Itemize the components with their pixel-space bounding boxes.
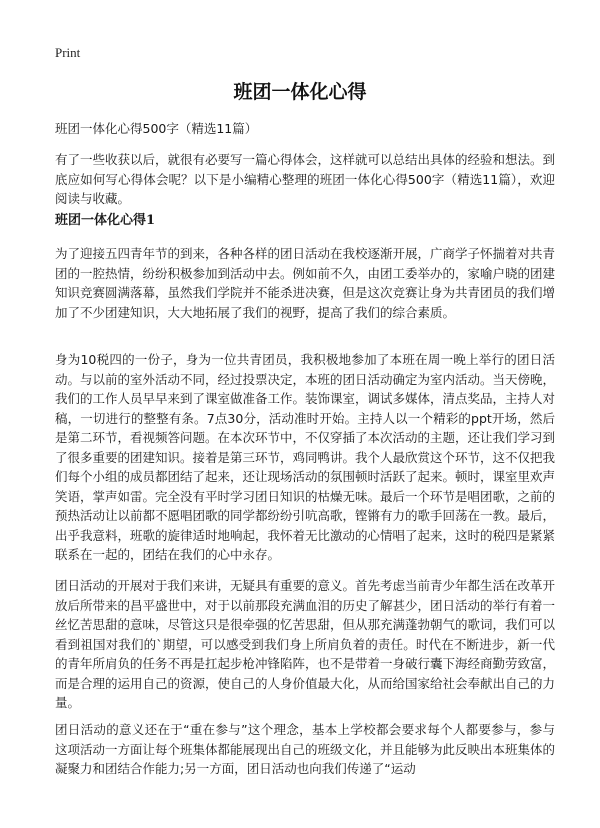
body-paragraph-2: 身为10税四的一份子，身为一位共青团员，我积极地参加了本班在周一晚上举行的团日活动。与以前的室外活动不同，经过投票决定，本班的团日活动确定为室内活动。当天傍晚，我们的工作人员早早来到了课室做准备工作。装饰课室，调试多媒体，清点奖品，主持人对稿，一切进行的整整有条。7点30分，活动准时开始。主持人以一个精彩的ppt开场，然后是第二环节，看视频答问题。在本次环节中，不仅穿插了本次活动的主题，还让我们学习到了很多重要的团建知识。接着是第三环节，鸡同鸭讲。我个人最欣赏这个环节，这不仅把我们每个小组的成员都团结了起来，还让现场活动的氛围顿时活跃了起来。顿时，课室里欢声笑语，掌声如雷。完全没有平时学习团日知识的枯燥无味。最后一个环节是唱团歌，之前的预热活动让以前都不愿唱团歌的同学都纷纷引吭高歌，铿锵有力的歌手回荡在一教。最后，出乎我意料，班歌的旋律适时地响起，我怀着无比激动的心情唱了起来，这时的税四是紧紧联系在一起的，团结在我们的心中永存。	[55, 352, 556, 562]
body-paragraph-4: 团日活动的意义还在于“重在参与”这个理念，基本上学校都会要求每个人都要参与，参与这项活动一方面让每个班集体都能展现出自己的班级文化，并且能够为此反映出本班集体的凝聚力和团结合作能力;另一方面，团日活动也向我们传递了“运动	[55, 722, 556, 776]
section-heading: 班团一体化心得1	[55, 213, 156, 228]
print-link[interactable]: Print	[55, 45, 81, 60]
page-title: 班团一体化心得	[233, 81, 367, 103]
document-subtitle: 班团一体化心得500字（精选11篇）	[55, 121, 258, 136]
intro-paragraph: 有了一些收获以后，就很有必要写一篇心得体会，这样就可以总结出具体的经验和想法。到底应如何写心得体会呢？以下是小编精心整理的班团一体化心得500字（精选11篇），欢迎阅读与收藏。	[55, 152, 556, 206]
body-paragraph-3: 团日活动的开展对于我们来讲，无疑具有重要的意义。首先考虑当前青少年都生活在改革开放后所带来的昌平盛世中，对于以前那段充满血泪的历史了解甚少，团日活动的举行有着一丝忆苦思甜的意味，尽管这只是很牵强的忆苦思甜，但从那充满蓬勃朝气的歌词，我们可以看到祖国对我们的`期望，可以感受到我们身上所肩负着的责任。时代在不断进步，新一代的青年所肩负的任务不再是扛起步枪冲锋陷阵，也不是带着一身破行囊下海经商勤劳致富，而是合理的运用自己的资源，使自己的人身价值最大化，从而给国家给社会奉献出自己的力量。	[55, 578, 556, 710]
body-paragraph-1: 为了迎接五四青年节的到来，各种各样的团日活动在我校逐渐开展，广商学子怀揣着对共青团的一腔热情，纷纷积极参加到活动中去。例如前不久，由团工委举办的，家喻户晓的团建知识竞赛圆满落幕，虽然我们学院并不能杀进决赛，但是这次竞赛让身为共青团员的我们增加了不少团建知识，大大地拓展了我们的视野，提高了我们的综合素质。	[55, 246, 556, 320]
